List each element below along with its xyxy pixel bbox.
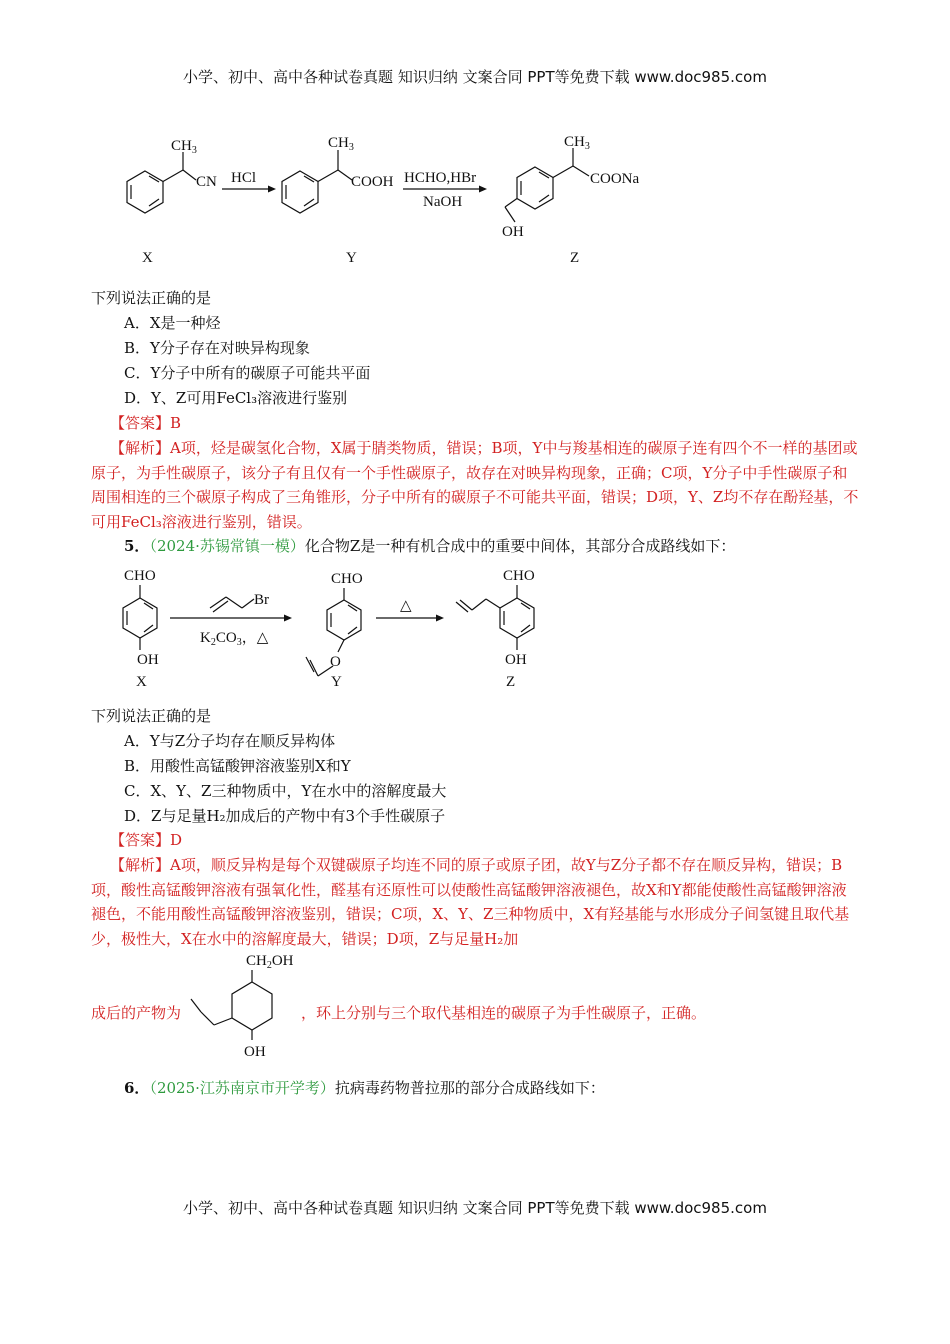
q5-label-y: Y [331,674,342,690]
q5-z-oh: OH [505,652,527,668]
q5-x-oh: OH [137,652,159,668]
q4-option-a: A．X是一种烃 [124,314,221,332]
q5-source: （2024·苏锡常镇一模） [149,537,305,555]
q5-label-z: Z [506,674,516,690]
q4-stem: 下列说法正确的是 [91,289,212,307]
cyclohexane-ring [232,982,272,1030]
q5-y-o: O [330,654,341,670]
q4-analysis: 【解析】A项，烃是碳氢化合物，X属于腈类物质，错误；B项，Y中与羧基相连的碳原子连有四个不一样的基团或原子，为手性碳原子，该分子有且仅有一个手性碳原子，故存在对映异构现象，正确；C项，Y分子中手性碳原子和周围相连的三个碳原子构成了三角锥形，分子中所有的碳原子不可能共平面，错误；D项，Y、Z均不存在酚羟基，不可用FeCl₃溶液进行鉴别，错误。 [91,439,859,531]
q5-option-d: D．Z与足量H₂加成后的产物中有3个手性碳原子 [124,807,446,825]
q6-number: 6． [124,1079,150,1097]
q4-option-b: B．Y分子存在对映异构现象 [124,339,310,357]
page-footer: 小学、初中、高中各种试卷真题 知识归纳 文案合同 PPT等免费下载 www.doc985.com [183,1199,767,1217]
q5-option-c: C．X、Y、Z三种物质中，Y在水中的溶解度最大 [124,782,447,800]
label-z: Z [570,250,580,266]
page-header: 小学、初中、高中各种试卷真题 知识归纳 文案合同 PPT等免费下载 www.doc985.com [183,68,767,86]
y-cooh: COOH [351,174,394,190]
x-ch3: $CH_3$ [171,138,197,156]
product-ch2oh: $CH_2OH$ [246,953,294,971]
svg-text:Br: Br [254,592,269,608]
z-coona: COONa [590,171,640,187]
q5-answer: 【答案】D [110,831,183,849]
reagent-naoh: NaOH [423,194,463,210]
q5-analysis-tail-after: ，环上分别与三个取代基相连的碳原子为手性碳原子，正确。 [301,1004,707,1022]
z-oh: OH [502,224,524,240]
reagent-hcl: HCl [231,170,257,186]
q4-answer: 【答案】B [110,414,182,432]
q5-analysis: 【解析】A项，顺反异构是每个双键碳原子均连不同的原子或原子团，故Y与Z分子都不存在顺反异构，错误；B项，酸性高锰酸钾溶液有强氧化性，醛基有还原性可以使酸性高锰酸钾溶液褪色，故X和Y都能使酸性高锰酸钾溶液褪色，不能用酸性高锰酸钾溶液鉴别，错误；C项，X、Y、Z三种物质中，X有羟基能与水形成分子间氢键且取代基少，极性大，X在水中的溶解度最大，错误；D项，Z与足量H₂加 [91,856,850,948]
q5-z-cho: CHO [503,568,535,584]
reagent-delta: △ [400,598,412,614]
q5-stem: 下列说法正确的是 [91,707,212,725]
q5-option-b: B．用酸性高锰酸钾溶液鉴别X和Y [124,757,351,775]
q5-number: 5． [124,537,150,555]
z-ch3: $CH_3$ [564,134,590,152]
label-y: Y [346,250,357,266]
x-cn: CN [196,174,217,190]
label-x: X [142,250,153,266]
q6-intro: 抗病毒药物普拉那的部分合成路线如下： [334,1079,605,1097]
q5-option-a: A．Y与Z分子均存在顺反异构体 [124,732,336,750]
q5-intro: 化合物Z是一种有机合成中的重要中间体，其部分合成路线如下： [304,537,736,555]
product-oh: OH [244,1044,266,1060]
q5-x-cho: CHO [124,568,156,584]
q6-source: （2025·江苏南京市开学考） [149,1079,335,1097]
reagent-k2co3: $K_2CO_3$，△ [200,630,269,648]
q6-heading [124,1078,605,1098]
q4-option-c: C．Y分子中所有的碳原子可能共平面 [124,364,371,382]
q4-option-d: D．Y、Z可用FeCl₃溶液进行鉴别 [124,389,348,407]
q5-analysis-tail-before: 成后的产物为 [91,1004,182,1022]
y-ch3: $CH_3$ [328,135,354,153]
reagent-hcho-hbr: HCHO,HBr [404,170,477,186]
q5-y-cho: CHO [331,571,363,587]
q5-label-x: X [136,674,147,690]
